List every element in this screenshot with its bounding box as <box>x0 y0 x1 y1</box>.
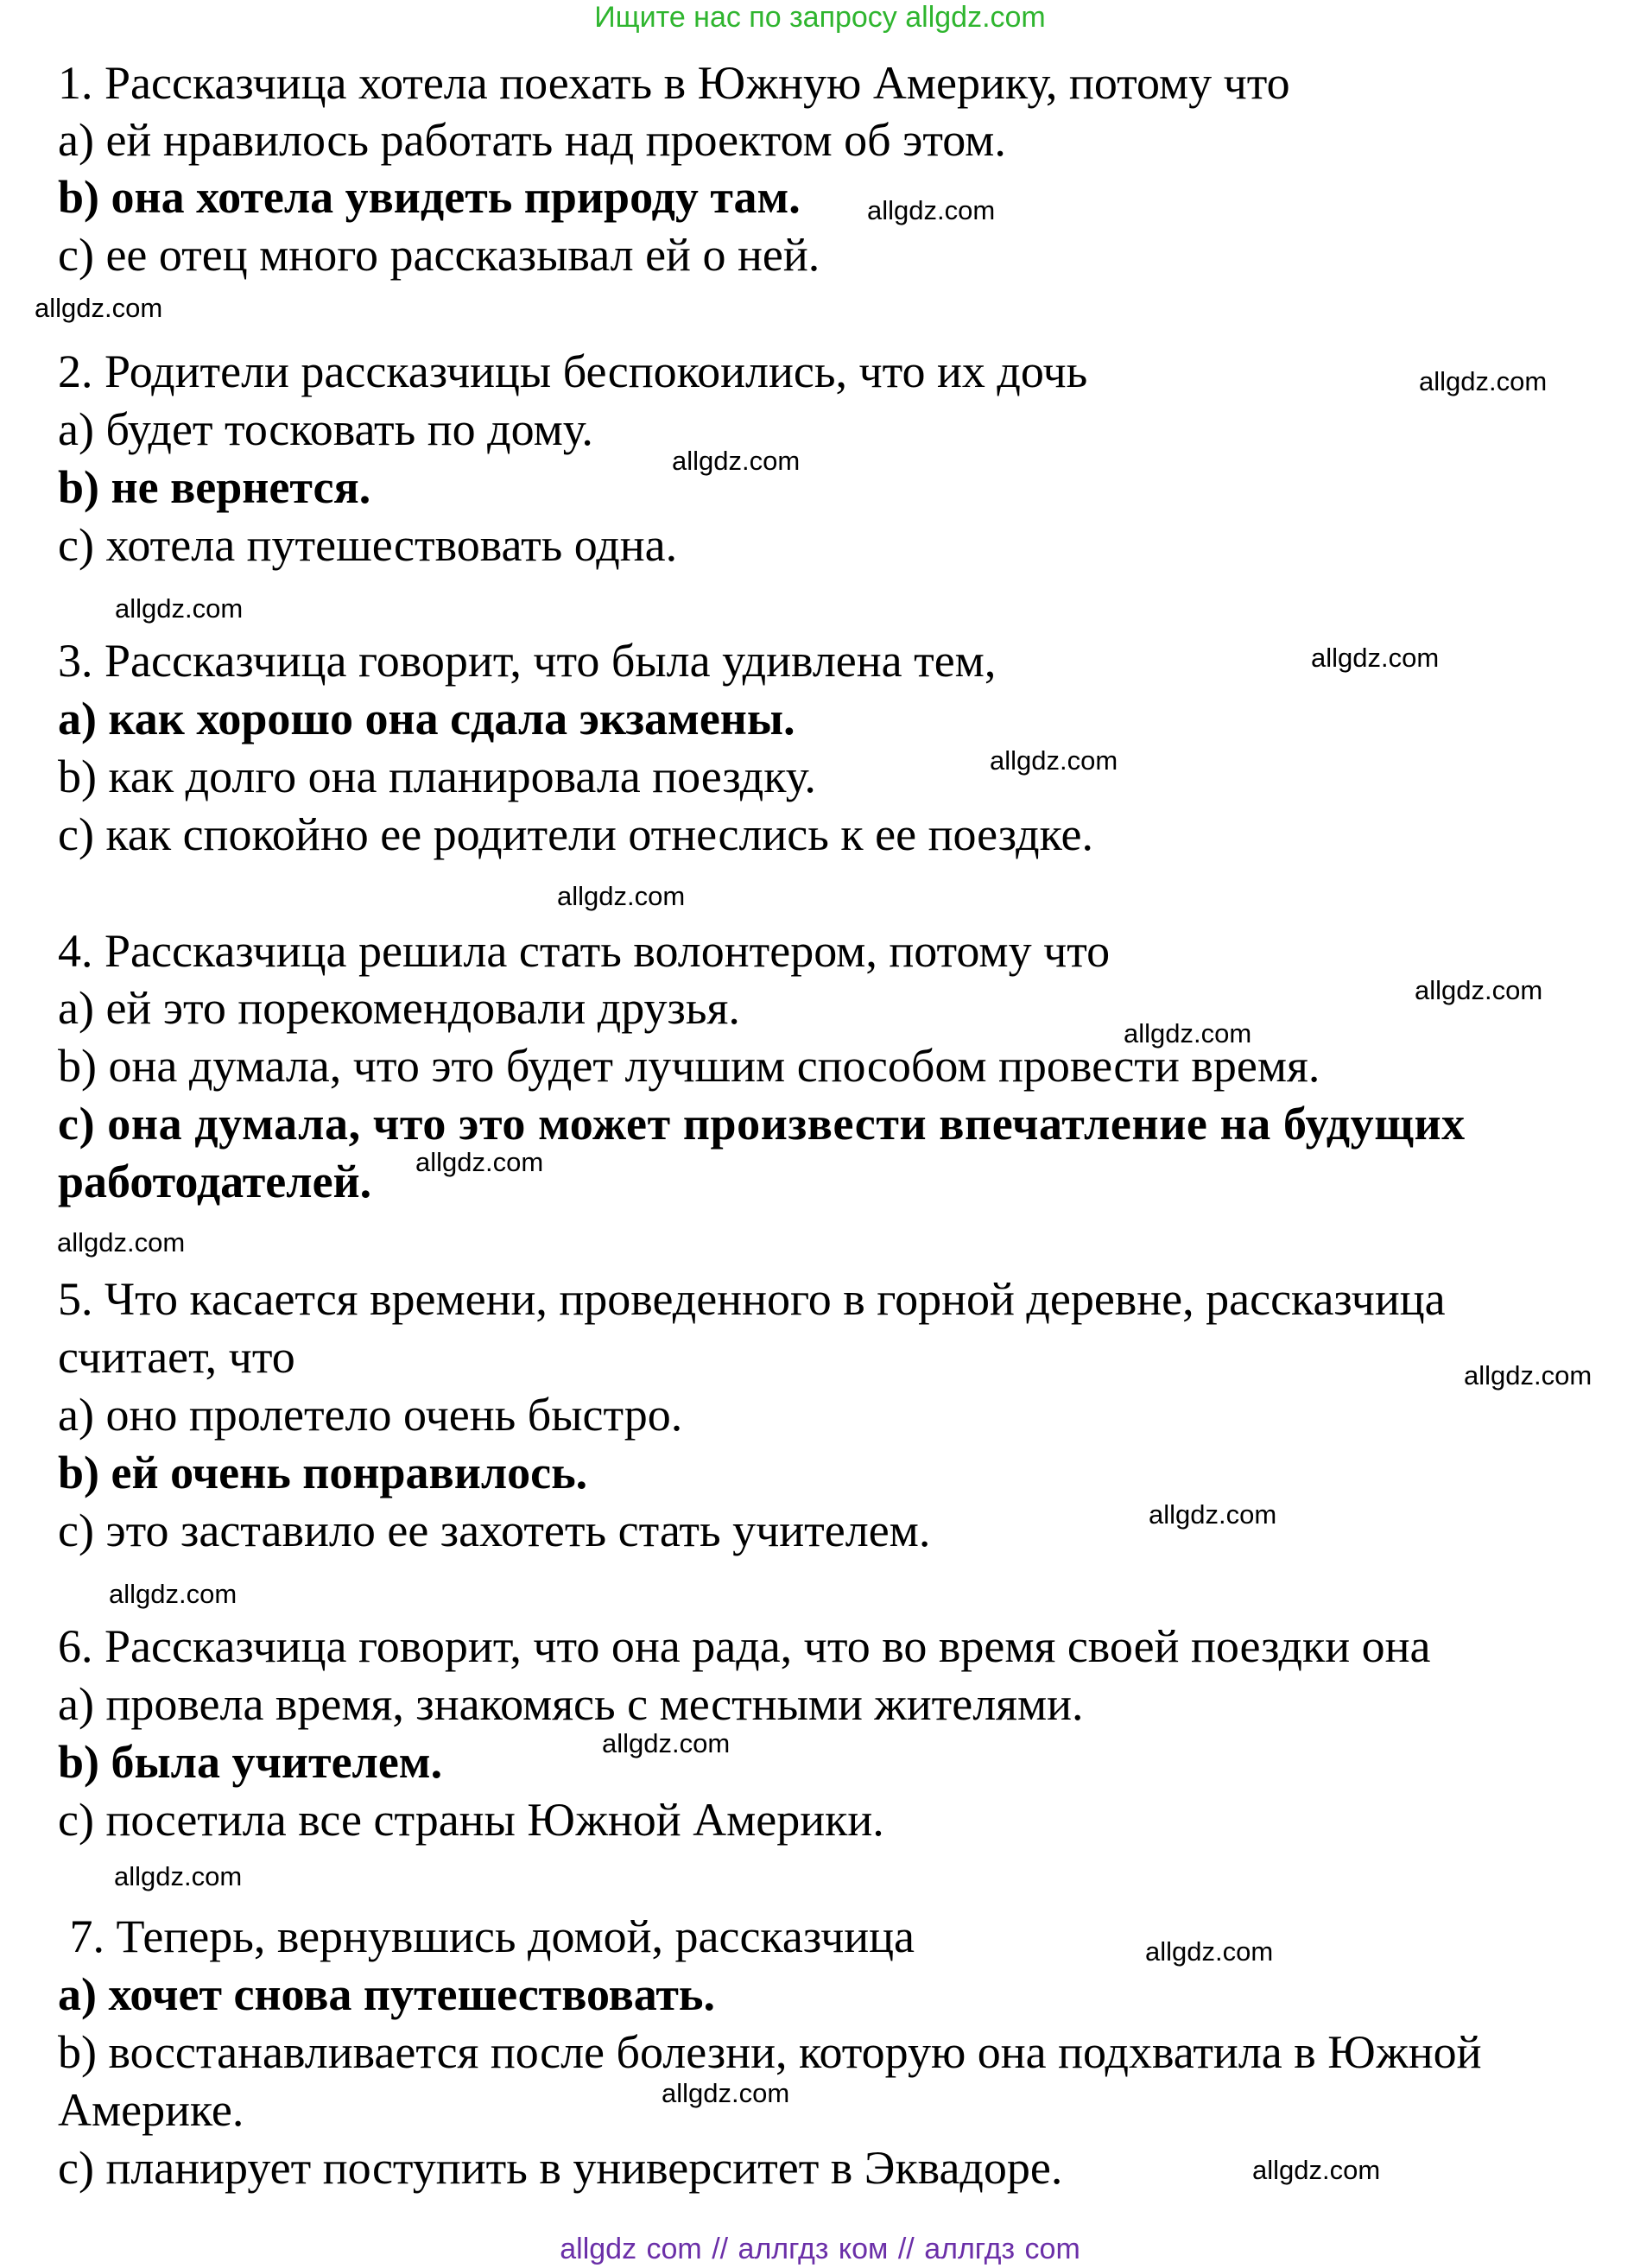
option-c-correct-continued: работодателей. <box>58 1156 372 1207</box>
option-a-correct: a) как хорошо она сдала экзамены. <box>58 693 795 744</box>
watermark: allgdz.com <box>109 1579 237 1609</box>
option-a: a) оно пролетело очень быстро. <box>58 1389 683 1441</box>
option-b-correct: b) не вернется. <box>58 461 371 513</box>
option-a-correct: a) хочет снова путешествовать. <box>58 1968 715 2020</box>
option-b-correct: b) ей очень понравилось. <box>58 1447 588 1498</box>
watermark: allgdz.com <box>1419 366 1548 396</box>
watermark: allgdz.com <box>672 446 801 476</box>
watermark: allgdz.com <box>115 593 244 624</box>
option-c: c) планирует поступить в университет в Эквадоре. <box>58 2142 1063 2194</box>
question-stem: 1. Рассказчица хотела поехать в Южную Америку, потому что <box>58 57 1290 109</box>
watermark: allgdz.com <box>1464 1360 1593 1391</box>
option-c: c) как спокойно ее родители отнеслись к ее поездке. <box>58 808 1093 860</box>
option-c: c) это заставило ее захотеть стать учителем. <box>58 1505 931 1556</box>
watermark: allgdz.com <box>415 1147 544 1177</box>
option-b: b) она думала, что это будет лучшим способом провести время. <box>58 1040 1320 1092</box>
watermark: allgdz.com <box>57 1227 186 1258</box>
option-b-correct: b) она хотела увидеть природу там. <box>58 171 801 223</box>
watermark: allgdz.com <box>35 293 163 323</box>
option-c: c) посетила все страны Южной Америки. <box>58 1794 884 1846</box>
watermark: allgdz.com <box>662 2078 790 2108</box>
watermark: allgdz.com <box>1415 975 1543 1005</box>
watermark: allgdz.com <box>1124 1018 1252 1048</box>
option-b-correct: b) была учителем. <box>58 1736 443 1788</box>
watermark: allgdz.com <box>114 1861 243 1891</box>
option-a: a) будет тосковать по дому. <box>58 403 593 455</box>
question-stem: 3. Рассказчица говорит, что была удивлена тем, <box>58 635 997 687</box>
option-a: a) ей это порекомендовали друзья. <box>58 982 740 1034</box>
watermark: allgdz.com <box>557 881 686 911</box>
question-stem: 2. Родители рассказчицы беспокоились, что их дочь <box>58 345 1088 397</box>
question-stem: 5. Что касается времени, проведенного в горной деревне, рассказчица <box>58 1273 1446 1325</box>
option-c: c) ее отец много рассказывал ей о ней. <box>58 229 820 281</box>
watermark: allgdz.com <box>1145 1936 1274 1967</box>
option-b-continued: Америке. <box>58 2084 244 2136</box>
question-stem: 7. Теперь, вернувшись домой, рассказчица <box>58 1910 915 1962</box>
option-a: a) провела время, знакомясь с местными жителями. <box>58 1678 1084 1730</box>
option-b: b) восстанавливается после болезни, которую она подхватила в Южной <box>58 2026 1482 2078</box>
watermark: allgdz.com <box>990 745 1118 776</box>
watermark: allgdz.com <box>867 195 996 225</box>
footer-links[interactable]: allgdz com // аллгдз ком // аллгдз com <box>560 2233 1080 2265</box>
watermark: allgdz.com <box>602 1728 731 1758</box>
watermark: allgdz.com <box>1149 1499 1277 1530</box>
top-banner[interactable]: Ищите нас по запросу allgdz.com <box>594 1 1046 34</box>
option-c: c) хотела путешествовать одна. <box>58 519 678 571</box>
option-a: a) ей нравилось работать над проектом об этом. <box>58 114 1006 166</box>
watermark: allgdz.com <box>1311 643 1440 673</box>
question-stem-continued: считает, что <box>58 1331 295 1383</box>
option-c-correct: c) она думала, что это может произвести впечатление на будущих <box>58 1098 1466 1150</box>
option-b: b) как долго она планировала поездку. <box>58 751 816 802</box>
question-stem: 4. Рассказчица решила стать волонтером, потому что <box>58 925 1111 977</box>
question-stem: 6. Рассказчица говорит, что она рада, что во время своей поездки она <box>58 1620 1431 1672</box>
watermark: allgdz.com <box>1252 2155 1381 2185</box>
